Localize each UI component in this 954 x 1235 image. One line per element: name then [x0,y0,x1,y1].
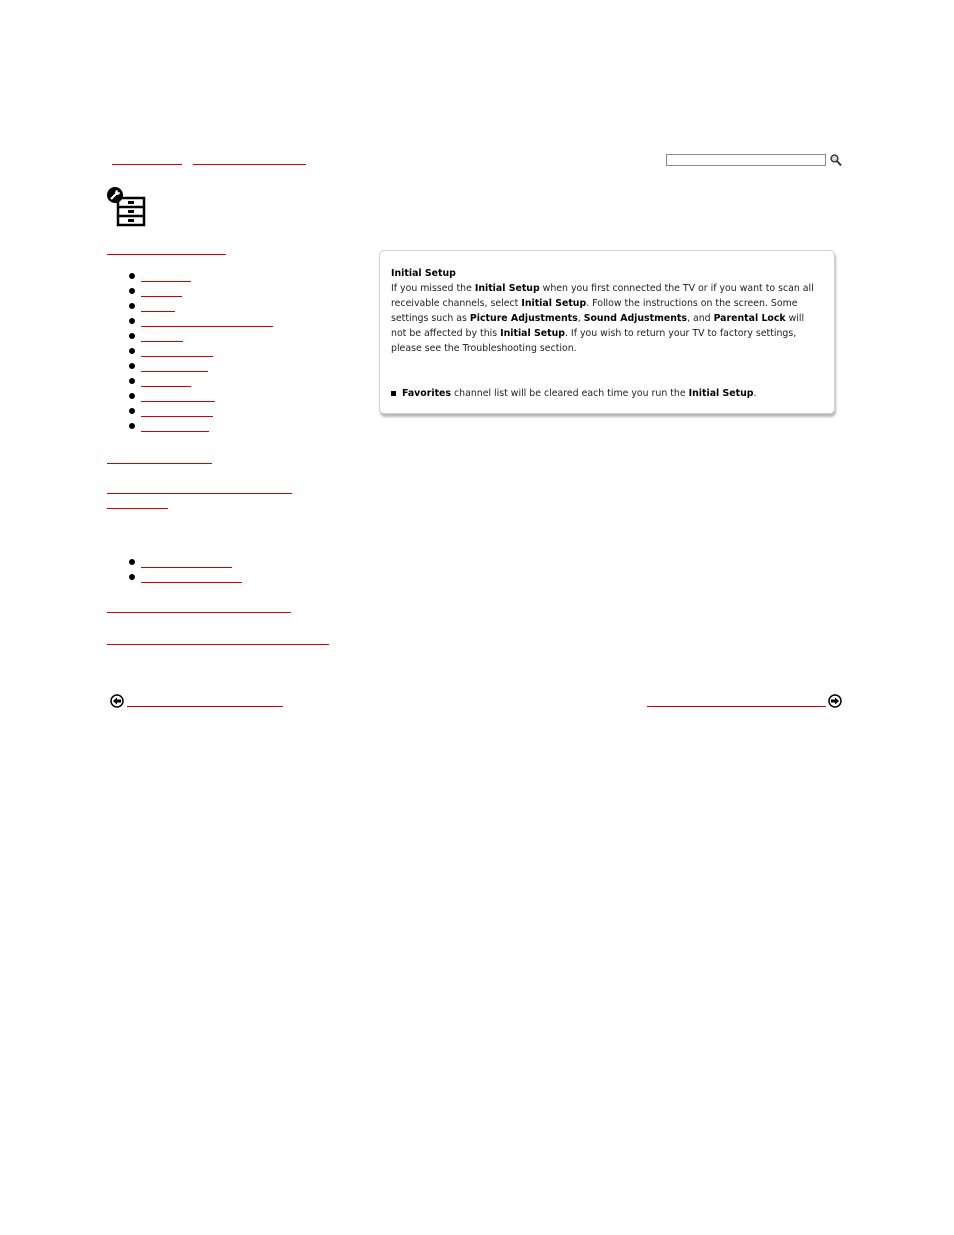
next-arrow-icon[interactable] [828,694,842,708]
sidebar-link-5[interactable] [107,600,291,613]
sub-link[interactable] [141,555,232,568]
info-box [379,250,835,414]
sub-link[interactable] [141,314,273,327]
info-title: Initial Setup [391,268,456,279]
sidebar-link-1[interactable] [107,242,226,255]
prev-page-link[interactable] [127,694,283,707]
sidebar-link-2[interactable] [107,451,212,464]
sub-link[interactable] [141,570,242,583]
sub-link[interactable] [141,359,208,372]
sub-link[interactable] [141,284,182,297]
sub-link[interactable] [141,404,213,417]
search-input[interactable] [666,154,826,166]
info-note: Favorites channel list will be cleared each time you run the Initial Setup. [391,388,821,400]
sidebar-link-4[interactable] [107,496,168,509]
sidebar-link-3[interactable] [107,481,292,494]
sub-link[interactable] [141,374,191,387]
sub-link[interactable] [141,269,191,282]
prev-arrow-icon[interactable] [110,694,124,708]
sub-link[interactable] [141,419,209,432]
sub-link[interactable] [141,299,175,312]
info-paragraph: If you missed the Initial Setup when you first connected the TV or if you want to scan all receivable channels, select Initial Setup. Follow the instructions on the screen. Some settings such as Picture Adjustments, Sound Adjustments, and Parental Lock will not be affected by this Initial Setup. If you wish to return your TV to factory settings, please see the Troubleshooting section. [391,283,814,354]
sub-link[interactable] [141,329,183,342]
square-bullet-icon [391,391,396,396]
sub-link[interactable] [141,389,215,402]
breadcrumb-link-1[interactable] [112,152,182,165]
sub-link[interactable] [141,344,213,357]
info-content [391,266,819,356]
next-page-link[interactable] [647,694,826,707]
breadcrumb-link-2[interactable] [193,152,306,165]
sidebar-link-6[interactable] [107,632,329,645]
magnifier-icon[interactable] [829,153,843,167]
wrench-cabinet-icon [106,186,148,228]
